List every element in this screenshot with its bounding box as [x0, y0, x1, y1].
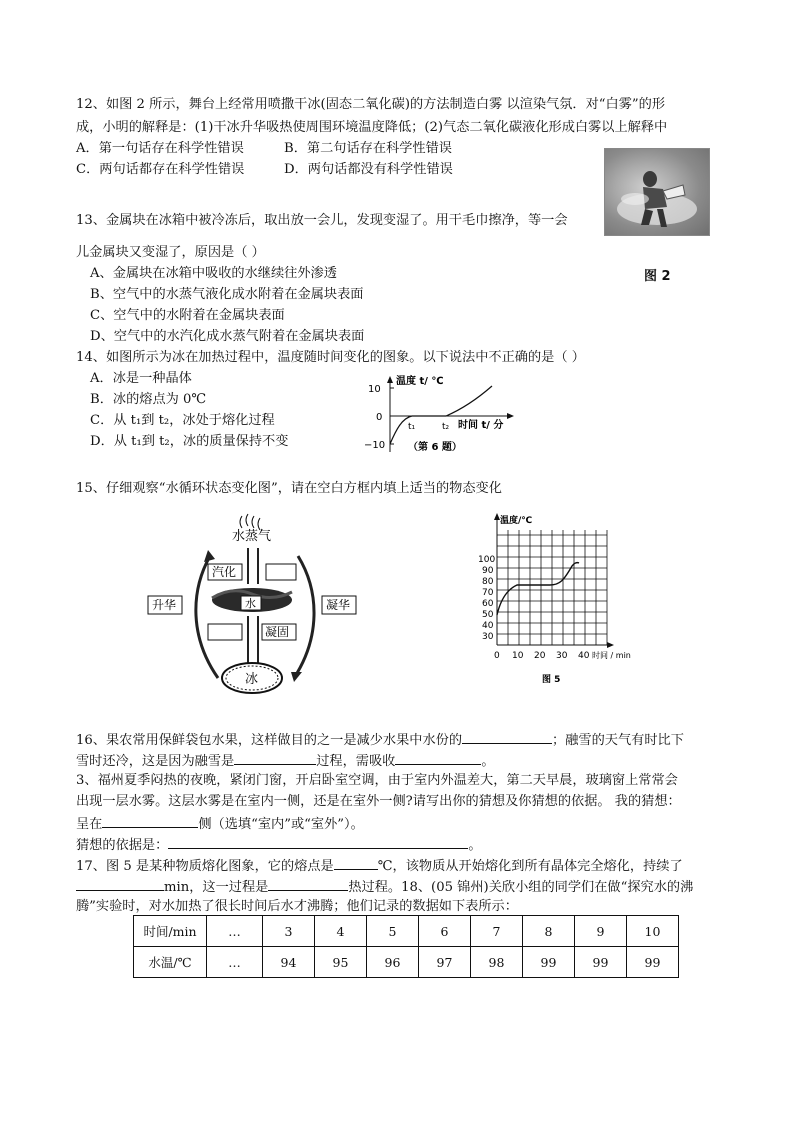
q17-text-1a: 17、图 5 是某种物质熔化图象，它的熔点是 — [76, 859, 334, 874]
t1-label: t₁ — [408, 422, 416, 432]
q18-line: 腾”实验时，对水加热了很长时间后水才沸腾；他们记录的数据如下表所示： — [76, 899, 518, 914]
q17-text-1b: ℃，该物质从开始熔化到所有晶体完全熔化，持续了 — [377, 859, 683, 874]
fig5-ylabel: 温度/℃ — [500, 516, 533, 526]
q3-text-3b: 侧（选填“室内”或“室外”）。 — [198, 817, 364, 832]
fig5-ytick-100: 100 — [478, 555, 496, 565]
table-cell: 水温/℃ — [134, 947, 207, 978]
q15-line1: 15、仔细观察“水循环状态变化图”，请在空白方框内填上适当的物态变化 — [76, 481, 502, 496]
table-row — [134, 916, 679, 947]
table-cell: 10 — [627, 916, 679, 947]
water-label: 水 — [245, 597, 256, 610]
q13-option-c: C、空气中的水附着在金属块表面 — [90, 308, 285, 323]
q3-line1: 3、福州夏季闷热的夜晚，紧闭门窗，开启卧室空调，由于室内外温差大，第二天早晨，玻璃窗上常常会 — [76, 773, 678, 788]
blank-box-top-right[interactable] — [266, 564, 296, 580]
fig5-xtick-40: 40 — [578, 651, 590, 661]
q14-line1: 14、如图所示为冰在加热过程中，温度随时间变化的图象。以下说法中不正确的是（ ） — [76, 350, 585, 365]
t2-label: t₂ — [442, 422, 450, 432]
q16-line1 — [76, 731, 684, 749]
fig5-ytick-80: 80 — [482, 577, 494, 587]
boiling-data-table — [133, 915, 679, 978]
q16-blank-2[interactable] — [234, 752, 316, 765]
y-tick-0: 0 — [376, 412, 383, 423]
y-tick-10: 10 — [368, 384, 381, 395]
table-cell: 97 — [419, 947, 471, 978]
q3-line4 — [76, 836, 482, 854]
table-cell: 8 — [523, 916, 575, 947]
fig5-xtick-30: 30 — [556, 651, 568, 661]
fig5-ytick-60: 60 — [482, 599, 494, 609]
ice-label: 冰 — [245, 672, 259, 687]
fig5-ytick-50: 50 — [482, 610, 494, 620]
blank-box-bottom-left[interactable] — [208, 624, 242, 640]
table-cell: 99 — [627, 947, 679, 978]
q12-option-a: A．第一句话存在科学性错误 — [76, 141, 244, 156]
y-axis-arrow — [387, 376, 393, 383]
fig5-ytick-40: 40 — [482, 621, 494, 631]
q14-option-b: B．冰的熔点为 0℃ — [90, 392, 207, 407]
q17-text-2b: 热过程。18、(05 锦州)关欣小组的同学们在做“探究水的沸 — [348, 880, 694, 895]
q17-line2 — [76, 878, 693, 896]
q16-blank-1[interactable] — [462, 731, 552, 744]
q17-line1 — [76, 857, 683, 875]
q17-blank-heat[interactable] — [268, 878, 348, 891]
q12-option-c: C．两句话都存在科学性错误 — [76, 162, 245, 177]
table-cell: 3 — [263, 916, 315, 947]
shenghua-label: 升华 — [152, 598, 177, 612]
vapor-label: 水蒸气 — [232, 529, 272, 544]
q14-option-a: A．冰是一种晶体 — [90, 371, 192, 386]
table-cell: 6 — [419, 916, 471, 947]
figure-5-melting-graph — [480, 510, 650, 690]
table-cell: 95 — [315, 947, 367, 978]
q3-text-4a: 猜想的依据是： — [76, 838, 169, 853]
q13-line1: 13、金属块在冰箱中被冷冻后，取出放一会儿，发现变湿了。用干毛巾擦净，等一会 — [76, 213, 568, 228]
q16-blank-3[interactable] — [395, 752, 481, 765]
q17-blank-melting-point[interactable] — [334, 857, 378, 870]
table-cell: 96 — [367, 947, 419, 978]
q3-text-3a: 呈在 — [76, 817, 103, 832]
q13-option-d: D、空气中的水汽化成水蒸气附着在金属块表面 — [90, 329, 365, 344]
fig5-xtick-0: 0 — [494, 651, 500, 661]
qihua-label: 汽化 — [212, 565, 237, 579]
q12-line1: 12、如图 2 所示，舞台上经常用喷撒干冰(固态二氧化碳)的方法制造白雾 以渲染气氛．对“白雾”的形 — [76, 97, 666, 112]
table-cell: 94 — [263, 947, 315, 978]
q17-text-2a: min，这一过程是 — [164, 880, 269, 895]
table-cell: 5 — [367, 916, 419, 947]
right-cycle-arrow — [294, 556, 314, 678]
ice-heating-graph — [360, 372, 520, 460]
q12-line2: 成，小明的解释是：(1)干冰升华吸热使周围环境温度降低；(2)气态二氧化碳液化形成白雾以上解释中 — [76, 120, 668, 135]
q14-option-d: D．从 t₁到 t₂，冰的质量保持不变 — [90, 434, 289, 449]
q16-text-1b: ；融雪的天气有时比下 — [552, 733, 684, 748]
table-cell: … — [207, 947, 263, 978]
temperature-curve — [390, 386, 492, 444]
q16-text-1a: 16、果农常用保鲜袋包水果，这样做目的之一是减少水果中水份的 — [76, 733, 463, 748]
table-cell: 时间/min — [134, 916, 207, 947]
q17-blank-duration[interactable] — [76, 878, 164, 891]
table-cell: 9 — [575, 916, 627, 947]
x-axis-arrow — [507, 413, 514, 419]
q13-line2: 儿金属块又变湿了，原因是（ ） — [76, 245, 265, 260]
table-cell: 99 — [575, 947, 627, 978]
figure-2-label: 图 2 — [644, 269, 671, 284]
q3-line3 — [76, 815, 364, 833]
water-cycle-diagram — [148, 512, 364, 698]
fig5-xtick-10: 10 — [512, 651, 524, 661]
ninghua-label: 凝华 — [326, 598, 351, 612]
table-cell: 99 — [523, 947, 575, 978]
table-cell: 7 — [471, 916, 523, 947]
table-row — [134, 947, 679, 978]
q3-text-4b: 。 — [468, 838, 482, 853]
fig5-xlabel: 时间 / min — [592, 651, 631, 660]
q12-option-d: D．两句话都没有科学性错误 — [284, 162, 453, 177]
performer-illustration — [605, 149, 709, 235]
q16-text-2a: 雪时还冷，这是因为融雪是 — [76, 754, 235, 769]
table-cell: 98 — [471, 947, 523, 978]
q14-option-c: C．从 t₁到 t₂，冰处于熔化过程 — [90, 413, 275, 428]
fig5-ytick-90: 90 — [482, 566, 494, 576]
q12-option-b: B．第二句话存在科学性错误 — [284, 141, 452, 156]
q16-text-2b: 过程，需吸收 — [316, 754, 396, 769]
melting-curve — [497, 563, 579, 615]
y-axis-label: 温度 t/ ℃ — [396, 376, 444, 387]
y-tick-minus10: −10 — [364, 440, 386, 451]
q3-blank-side[interactable] — [102, 815, 198, 828]
q16-line2 — [76, 752, 495, 770]
q16-text-2c: 。 — [481, 754, 495, 769]
fig5-ytick-30: 30 — [482, 632, 494, 642]
table-cell: … — [207, 916, 263, 947]
q13-option-a: A、金属块在冰箱中吸收的水继续往外渗透 — [90, 266, 337, 281]
fig5-xtick-20: 20 — [534, 651, 546, 661]
graph-caption: （第 6 题） — [408, 442, 462, 453]
q3-blank-reason[interactable] — [168, 836, 468, 849]
fig5-ytick-70: 70 — [482, 588, 494, 598]
ninggu-label: 凝固 — [265, 625, 290, 639]
x-axis-label: 时间 t/ 分 — [458, 420, 504, 431]
q3-line2: 出现一层水雾。这层水雾是在室内一侧，还是在室外一侧?请写出你的猜想及你猜想的依据。 我的猜想： — [76, 794, 681, 809]
dry-ice-stage-photo — [604, 148, 710, 236]
q13-option-b: B、空气中的水蒸气液化成水附着在金属块表面 — [90, 287, 364, 302]
table-cell: 4 — [315, 916, 367, 947]
fig5-caption: 图 5 — [542, 675, 561, 685]
